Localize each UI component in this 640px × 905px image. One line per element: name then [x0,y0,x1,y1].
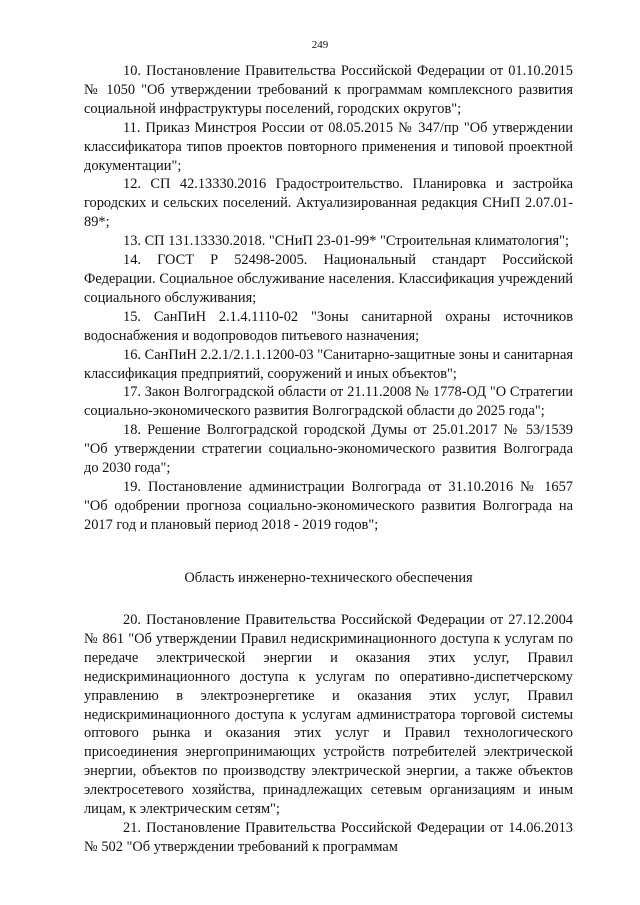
list-item: 17. Закон Волгоградской области от 21.11.2008 № 1778-ОД "О Стратегии социально-экономического развития Волгоградской области до 2025 года"; [84,384,573,420]
list-item: 21. Постановление Правительства Российской Федерации от 14.06.2013 № 502 "Об утверждении требований к программам [84,819,573,855]
section-heading: Область инженерно-технического обеспечения [184,570,473,586]
list-item: 13. СП 131.13330.2018. "СНиП 23-01-99* "Строительная климатология"; [123,233,570,250]
regulation-list-bottom [84,611,573,857]
list-item: 14. ГОСТ Р 52498-2005. Национальный стандарт Российской Федерации. Социальное обслуживание населения. Классификация учреждений социального обслуживания; [84,252,573,306]
page-number: 249 [311,39,329,51]
list-item: 16. СанПиН 2.2.1/2.1.1.1200-03 "Санитарно-защитные зоны и санитарная классификация предприятий, сооружений и иных объектов"; [84,346,573,382]
list-item: 11. Приказ Минстроя России от 08.05.2015 № 347/пр "Об утверждении классификатора типов проектов повторного применения и типовой проектной документации"; [84,119,573,174]
regulation-list-top [84,62,573,535]
list-item: 19. Постановление администрации Волгограда от 31.10.2016 № 1657 "Об одобрении прогноза социально-экономического развития Волгограда на 2017 год и плановый период 2018 - 2019 годов"; [84,478,573,533]
list-item: 20. Постановление Правительства Российской Федерации от 27.12.2004 № 861 "Об утверждении Правил недискриминационного доступа к услугам по передаче электрической энергии и оказания этих услуг, Правил недискриминационного доступа к услугам по оперативно-диспетчерскому управлению в электроэнергетике и оказания этих услуг, Правил недискриминационного доступа к услугам администратора торговой системы оптового рынка и оказания этих услуг и Правил технологического присоединения энергопринимающих устройств потребителей электрической энергии, объектов по производству электрической энергии, а также объектов электросетевого хозяйства, принадлежащих сетевым организациям и иным лицам, к электрическим сетям"; [84,612,573,818]
list-item: 10. Постановление Правительства Российской Федерации от 01.10.2015 № 1050 "Об утверждении требований к программам комплексного развития социальной инфраструктуры поселений, городских округов"; [84,63,573,117]
list-item: 12. СП 42.13330.2016 Градостроительство. Планировка и застройка городских и сельских поселений. Актуализированная редакция СНиП 2.07.01-89*; [84,176,573,231]
list-item: 18. Решение Волгоградской городской Думы от 25.01.2017 № 53/1539 "Об утверждении стратегии социально-экономического развития Волгограда до 2030 года"; [84,422,573,477]
list-item: 15. СанПиН 2.1.4.1110-02 "Зоны санитарной охраны источников водоснабжения и водопроводов питьевого назначения; [84,308,573,344]
